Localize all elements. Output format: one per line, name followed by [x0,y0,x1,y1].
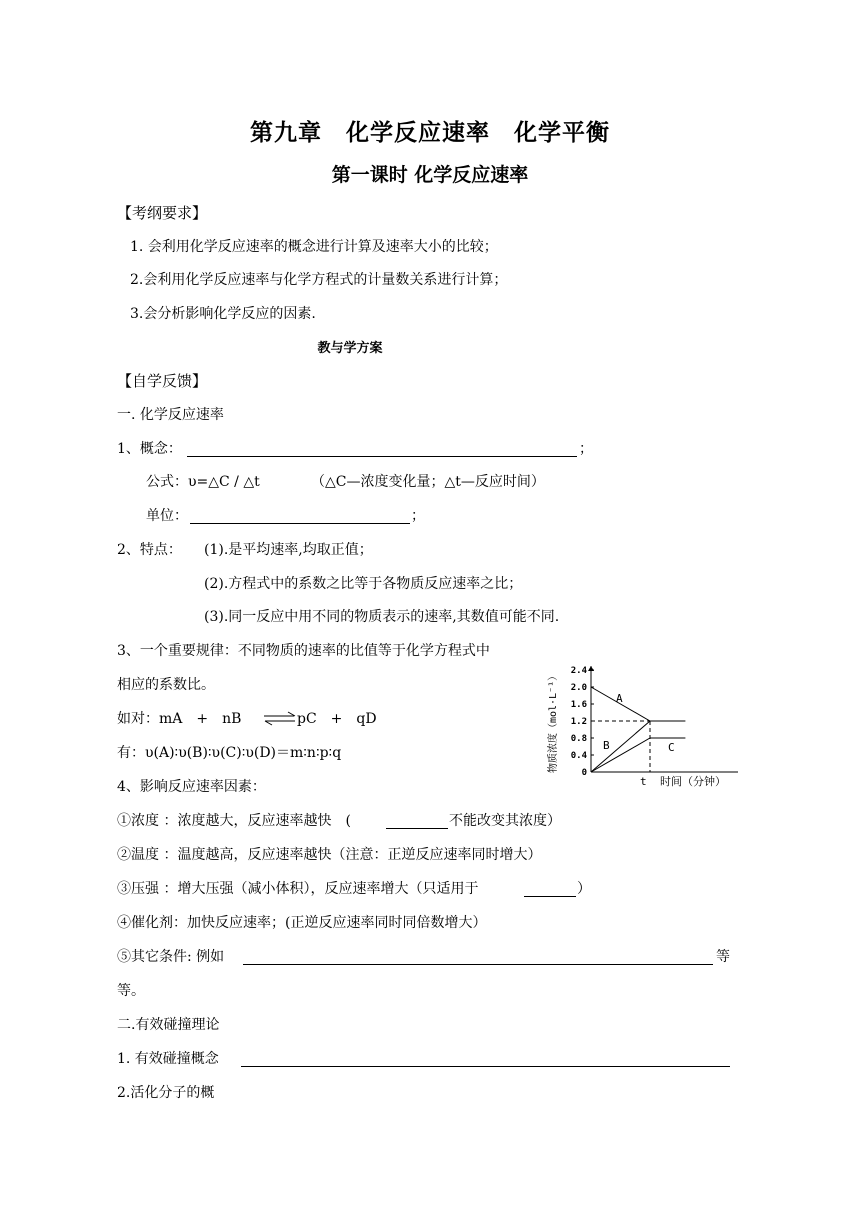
kaogang-item-3: 3.会分析影响化学反应的因素. [130,306,316,322]
kaogang-header: 【考纲要求】 [117,204,208,222]
chart-series-label-C: C [668,741,675,754]
rate-ratio: 有：υ(A)∶υ(B)∶υ(C)∶υ(D)＝m∶n∶p∶q [117,745,342,761]
chart-series-label-B: B [603,739,610,752]
rule-line-2: 相应的系数比。 [117,677,215,693]
kaogang-item-1: 1. 会利用化学反应速率的概念进行计算及速率大小的比较； [130,239,498,255]
activated-molecule-label: 2.活化分子的概 [117,1085,215,1101]
factor-other-end: 等。 [117,983,145,999]
collision-concept-label: 1. 有效碰撞概念 [117,1051,219,1067]
chart-y-tick-label: 2.0 [570,683,587,693]
feature-1: (1).是平均速率,均取正值； [204,542,373,558]
chart-y-tick-label: 1.2 [570,717,587,727]
chart-xlabel: 时间（分钟） [660,775,726,788]
equation-prefix: 如对：mA + nB [117,711,242,727]
chart-ylabel: 物质浓度（mol·L⁻¹） [548,670,559,773]
factors-heading: 4、影响反应速率因素： [117,779,266,795]
unit-blank [190,522,410,524]
chart-y-tick-label: 0.8 [570,734,587,744]
feature-label: 2、特点： [117,542,182,558]
concept-label: 1、概念： [117,441,182,457]
part2-heading: 二.有效碰撞理论 [117,1017,220,1033]
chart-y-tick-label: 1.6 [570,700,587,710]
page-title: 第九章 化学反应速率 化学平衡 [250,120,610,146]
collision-blank [241,1065,730,1067]
factor-other: ⑤其它条件: 例如 [117,949,225,965]
chart-series-label-A: A [616,692,623,705]
factor-temperature: ②温度 ：温度越高，反应速率越快（注意：正逆反应速率同时增大） [117,847,542,863]
concept-end: ； [579,441,593,457]
factor-other-deng: 等 [716,949,730,965]
chart-y-tick-label: 2.4 [570,666,587,676]
factor-catalyst: ④催化剂：加快反应速率；(正逆反应速率同时同倍数增大） [117,915,487,931]
formula-note: （△C—浓度变化量；△t—反应时间） [311,474,545,490]
part1-heading: 一. 化学反应速率 [117,407,224,423]
pressure-blank [524,895,576,897]
equilibrium-arrows-icon [262,709,298,727]
factor-concentration: ①浓度 ：浓度越大，反应速率越快 ( [117,813,351,829]
other-blank [243,963,713,965]
feature-3: (3).同一反应中用不同的物质表示的速率,其数值可能不同. [204,609,560,625]
unit-end: ； [411,508,425,524]
chart-series-B [591,721,650,772]
kaogang-item-2: 2.会利用化学反应速率与化学方程式的计量数关系进行计算； [130,272,508,288]
chart-y-tick-label: 0.4 [570,751,587,761]
chart-y-tick-label: 0 [581,768,587,778]
rule-line-1: 3、一个重要规律：不同物质的速率的比值等于化学方程式中 [117,643,490,659]
feature-2: (2).方程式中的系数之比等于各物质反应速率之比； [204,576,523,592]
concept-blank [187,455,577,457]
plan-title: 教与学方案 [317,341,383,356]
chart-series-A [591,687,685,721]
feedback-header: 【自学反馈】 [117,372,208,390]
factor-pressure-end: ） [577,881,591,897]
equation-suffix: pC + qD [297,711,377,727]
chart-x-tick-t: t [640,775,647,788]
concentration-time-chart [540,655,745,795]
concentration-blank [386,827,448,829]
factor-concentration-end: 不能改变其浓度） [449,813,561,829]
formula: 公式：υ=△C / △t [146,474,260,490]
lesson-subtitle: 第一课时 化学反应速率 [331,164,529,186]
unit-label: 单位： [146,508,188,524]
factor-pressure: ③压强 ：增大压强（减小体积），反应速率增大（只适用于 [117,881,479,897]
